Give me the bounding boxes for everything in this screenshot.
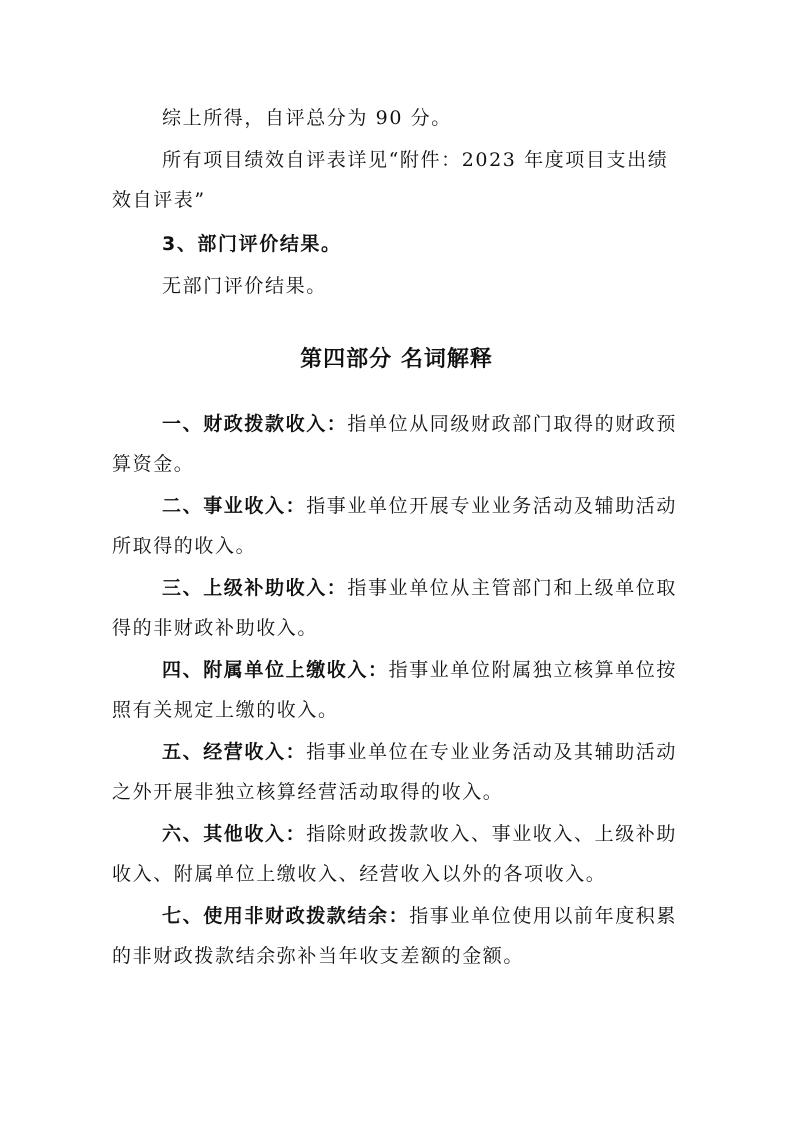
score-summary: 综上所得，自评总分为 90 分。 — [162, 107, 452, 129]
term-item — [112, 814, 680, 894]
term-item — [112, 568, 680, 648]
dept-evaluation-heading: 3、部门评价结果。 — [162, 233, 342, 255]
term-label: 三、上级补助收入： — [162, 577, 348, 599]
term-definition: 指事业单位在专业业务活动及其辅助活动之外开展非独立核算经营活动取得的收入。 — [112, 741, 678, 803]
term-item — [112, 486, 680, 566]
dept-evaluation-text: 无部门评价结果。 — [162, 275, 327, 297]
term-label: 二、事业收入： — [162, 495, 307, 517]
term-label: 四、附属单位上缴收入： — [162, 659, 389, 681]
term-definition: 指事业单位从主管部门和上级单位取得的非财政补助收入。 — [112, 577, 678, 639]
term-item — [112, 732, 680, 812]
term-definition: 指事业单位附属独立核算单位按照有关规定上缴的收入。 — [112, 659, 678, 721]
term-definition: 指事业单位使用以前年度积累的非财政拨款结余弥补当年收支差额的金额。 — [112, 905, 678, 967]
term-definition: 指除财政拨款收入、事业收入、上级补助收入、附属单位上缴收入、经营收入以外的各项收入。 — [112, 823, 678, 885]
part4-title: 第四部分 名词解释 — [300, 347, 493, 372]
term-label: 一、财政拨款收入： — [162, 413, 348, 435]
term-label: 六、其他收入： — [162, 823, 307, 845]
term-definition: 指单位从同级财政部门取得的财政预算资金。 — [112, 413, 678, 475]
term-item — [112, 650, 680, 730]
term-label: 七、使用非财政拨款结余： — [162, 905, 410, 927]
term-label: 五、经营收入： — [162, 741, 307, 763]
term-definition: 指事业单位开展专业业务活动及辅助活动所取得的收入。 — [112, 495, 678, 557]
term-item — [112, 896, 680, 976]
term-item — [112, 404, 680, 484]
evaluation-detail: 所有项目绩效自评表详见“附件：2023 年度项目支出绩效自评表” — [112, 149, 669, 211]
